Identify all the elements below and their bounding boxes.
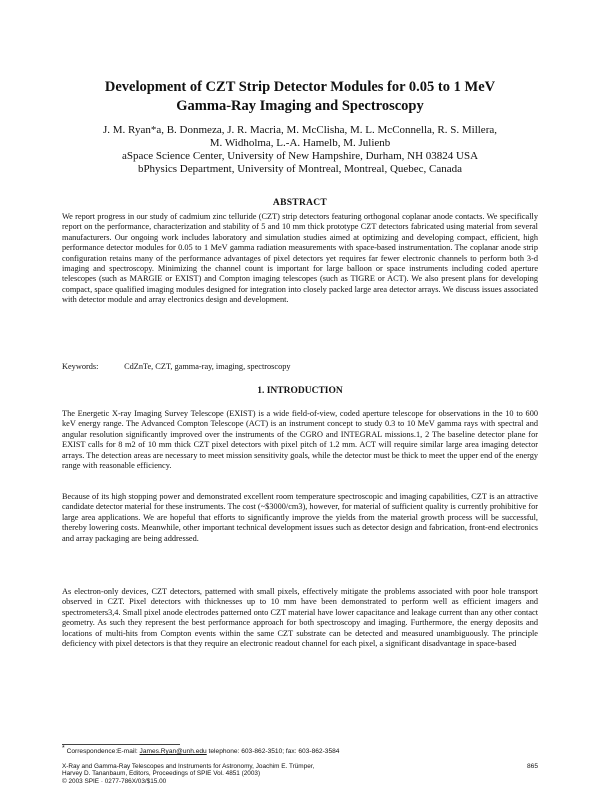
- title-line-2: Gamma-Ray Imaging and Spectroscopy: [176, 98, 424, 114]
- footer-line-1: X-Ray and Gamma-Ray Telescopes and Instruments for Astronomy, Joachim E. Trümper,: [62, 763, 315, 770]
- footnote-contact: telephone: 603-862-3510; fax: 603-862-3584: [208, 748, 340, 755]
- keywords: [62, 362, 291, 371]
- title-line-1: Development of CZT Strip Detector Modules for 0.05 to 1 MeV: [104, 79, 496, 95]
- page-number: 865: [526, 763, 538, 770]
- affiliation-b: bPhysics Department, University of Montreal, Montreal, Quebec, Canada: [137, 163, 463, 175]
- footer-line-3: © 2003 SPIE · 0277-786X/03/$15.00: [62, 777, 167, 785]
- paper-title: [60, 78, 540, 116]
- intro-paragraph-3: As electron-only devices, CZT detectors, patterned with small pixels, effectively mitigate the problems associated with poor hole transport observed in CZT. Pixel detectors with thicknesses up to 10 mm have been demonstrated to perform well as efficient imagers and spectrometers3,4. Small pixel anode electrodes patterned onto CZT material have lower capacitance and leakage current than any other contact geometry. As such they represent the best performance approach for both spectroscopy and imaging. Furthermore, the energy deposits and locations of multi-hits from Compton events within the same CZT substrate can be detected and measured unambiguously. The principle deficiency with pixel detectors is that they require an electronic readout channel for each pixel, a significant disadvantage in space-based: [62, 587, 538, 649]
- footer-line-2: Harvey D. Tananbaum, Editors, Proceedings of SPIE Vol. 4851 (2003): [62, 770, 261, 778]
- footnote-label: Correspondence:E-mail:: [66, 748, 138, 755]
- abstract-heading: ABSTRACT: [272, 198, 328, 208]
- keywords-label: Keywords:: [62, 362, 99, 371]
- keywords-value: CdZnTe, CZT, gamma-ray, imaging, spectroscopy: [124, 362, 291, 371]
- affiliation-a: aSpace Science Center, University of New Hampshire, Durham, NH 03824 USA: [121, 150, 479, 162]
- proceedings-footer: [62, 763, 542, 785]
- intro-paragraph-1: The Energetic X-ray Imaging Survey Telescope (EXIST) is a wide field-of-view, coded aperture telescope for observations in the 10 to 600 keV energy range. The Advanced Compton Telescope (ACT) is an instrument concept to study 0.3 to 10 MeV gamma rays with spectral and angular resolution significantly improved over the instruments of the CGRO and INTEGRAL missions.1, 2 The baseline detector plane for EXIST calls for 8 m2 of 10 mm thick CZT pixel detectors with pixel pitch of 1.2 mm. ACT will require similar large area imaging detector arrays. The detection areas are necessary to meet mission sensitivity goals, while the detector must be thick to meet the upper end of the energy range with reasonable efficiency.: [62, 409, 538, 471]
- author-block: [40, 124, 560, 176]
- abstract-text: We report progress in our study of cadmium zinc telluride (CZT) strip detectors featuring orthogonal coplanar anode contacts. We specifically report on the performance, characterization and stability of 5 and 10 mm thick prototype CZT detectors fabricated using material from several manufacturers. Our ongoing work includes laboratory and simulation studies aimed at optimizing and developing compact, efficient, high performance detector modules for 0.05 to 1 MeV gamma radiation measurements with space-based instrumentation. The coplanar anode strip configuration retains many of the performance advantages of pixel detectors yet requires far fewer electronic channels to perform both 3-d imaging and spectroscopy. Minimizing the channel count is important for large balloon or space instruments including coded aperture telescopes (such as MARGIE or EXIST) and Compton imaging telescopes (such as TIGRE or ACT). We also present plans for developing compact, space qualified imaging modules designed for integration into closely packed large area detector arrays. We discuss issues associated with detector module and array electronics design and development.: [62, 212, 538, 305]
- authors-line-2: M. Widholma, L.-A. Hamelb, M. Julienb: [209, 137, 391, 149]
- footnote-mark: *: [62, 744, 65, 752]
- footnote: [62, 744, 340, 755]
- authors-line-1: J. M. Ryan*a, B. Donmeza, J. R. Macria, M. McClisha, M. L. McConnella, R. S. Millera,: [103, 124, 497, 136]
- correspondence-email-link[interactable]: James.Ryan@unh.edu: [139, 748, 207, 755]
- section-heading-introduction: 1. INTRODUCTION: [257, 386, 343, 396]
- footnote-rule: [62, 744, 180, 745]
- intro-paragraph-2: Because of its high stopping power and demonstrated excellent room temperature spectroscopic and imaging capabilities, CZT is an attractive candidate detector material for these instruments. The cost (~$3000/cm3), however, for material of sufficient quality is currently prohibitive for large area applications. We are hopeful that efforts to significantly improve the yields from the material growth process will be successful, thereby lowering costs. Meanwhile, other important technical development issues such as detector design and fabrication, front-end electronics and array packaging are being addressed.: [62, 492, 538, 543]
